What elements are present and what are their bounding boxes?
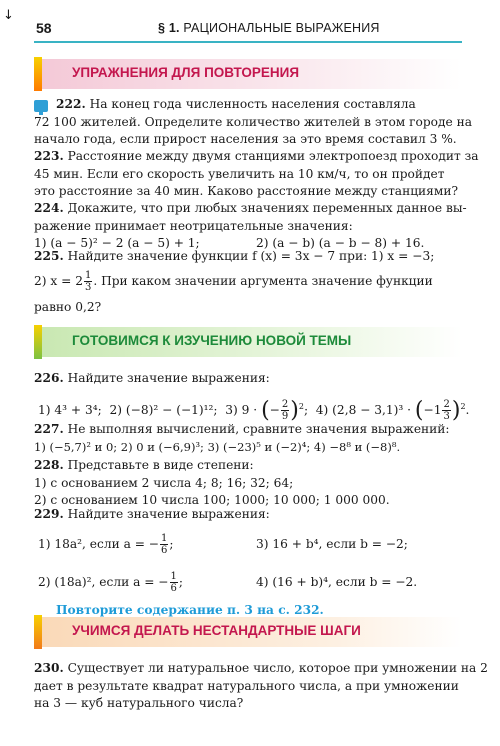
task-229 (34, 506, 462, 619)
section-prefix: § 1. (158, 21, 180, 35)
task-items-line: 1) (−5,7)² и 0; 2) 0 и (−6,9)³; 3) (−23)⁵ и (−2)⁴; 4) −8⁸ и (−8)⁸. (34, 439, 401, 454)
banner-accent-bar (34, 615, 42, 649)
section-title (158, 21, 380, 35)
review-note: Повторите содержание п. 3 на с. 232. (56, 602, 324, 617)
fraction-numerator: 1 (161, 532, 168, 544)
page-header (0, 0, 500, 50)
task-text: Не выполняя вычислений, сравните значения выражений: (67, 422, 450, 436)
task-text-line: 72 100 жителей. Определите количество жителей в этом городе на (34, 114, 472, 129)
header-rule (34, 41, 462, 43)
task-item (38, 571, 183, 594)
banner-accent-bar (34, 325, 42, 359)
task-item: 1) с основанием 2 числа 4; 8; 16; 32; 64; (34, 475, 294, 490)
corner-arrow-mark: ↓ (3, 8, 14, 23)
item-text: ; (178, 574, 184, 589)
task-number: 225. (34, 249, 64, 263)
fraction-numerator: 1 (170, 570, 177, 582)
task-number: 230. (34, 661, 64, 675)
task-225 (34, 248, 462, 316)
fraction-numerator: 1 (84, 269, 92, 281)
banner-review (34, 57, 462, 91)
fraction (170, 571, 178, 594)
task-230 (34, 660, 488, 713)
fraction (442, 399, 450, 422)
task-text-line: Найдите значение функции f (x) = 3x − 7 при: 1) x = −3; (67, 249, 435, 263)
task-223 (34, 148, 479, 201)
task-text: 2) x = 2 (34, 273, 83, 288)
fraction (84, 270, 92, 293)
task-text-line: Расстояние между двумя станциями электропоезд проходит за (67, 149, 479, 163)
expression: 4) (2,8 − 3,1)³ · (315, 402, 415, 417)
task-text: Найдите значение выражения: (67, 371, 270, 385)
task-text-line: это расстояние за 40 мин. Каково расстояние между станциями? (34, 184, 458, 198)
task-number: 229. (34, 507, 64, 521)
banner-prepare (34, 325, 462, 359)
page-number: 58 (36, 20, 52, 36)
item-text: ; (169, 536, 174, 551)
task-number: 228. (34, 458, 64, 472)
task-text-line: начало года, если прирост населения за это время составил 3 %. (34, 132, 457, 146)
task-item: 1) (a − 5)² − 2 (a − 5) + 1; (34, 236, 200, 250)
fraction (281, 399, 289, 422)
task-item (38, 533, 174, 556)
task-item: 3) 16 + b⁴, если b = −2; (256, 536, 408, 551)
task-text-line: равно 0,2? (34, 299, 102, 314)
task-227 (34, 421, 462, 456)
mixed-whole: −1 (423, 402, 442, 417)
fraction-denominator: 3 (443, 410, 450, 422)
task-item: 2) с основанием 10 числа 100; 1000; 10 000; 1 000 000. (34, 493, 390, 507)
task-number: 223. (34, 149, 64, 163)
task-number: 227. (34, 422, 64, 436)
fraction (160, 533, 168, 556)
task-228 (34, 457, 462, 510)
fraction-denominator: 3 (84, 281, 92, 293)
fraction-denominator: 6 (161, 544, 168, 556)
task-number: 226. (34, 371, 64, 385)
item-text: 1) 18a², если a = − (38, 536, 160, 551)
task-224 (34, 200, 467, 253)
banner-nonstandard (34, 615, 462, 649)
fraction-denominator: 6 (170, 582, 177, 594)
task-item: 4) (16 + b)⁴, если b = −2. (256, 574, 418, 589)
expression: 3) 9 · (225, 402, 262, 417)
fraction-numerator: 2 (281, 398, 289, 410)
expression: 2) (−8)² − (−1)¹²; (109, 402, 218, 417)
task-222 (34, 96, 472, 149)
section-name: РАЦИОНАЛЬНЫЕ ВЫРАЖЕНИЯ (183, 21, 380, 35)
task-text: Представьте в виде степени: (67, 458, 254, 472)
fraction-numerator: 2 (443, 398, 450, 410)
task-text-line: на 3 — куб натурального числа? (34, 696, 244, 710)
task-text-line: дает в результате квадрат натурального числа, а при умножении (34, 678, 459, 693)
task-number: 222. (56, 97, 86, 111)
task-text-line: Существует ли натуральное число, которое при умножении на 2 (67, 661, 488, 675)
item-text: 2) (18a)², если a = − (38, 574, 169, 589)
task-text-line: Докажите, что при любых значениях переменных данное вы- (67, 201, 467, 215)
task-text-line: На конец года численность населения составляла (89, 97, 416, 111)
task-text-line: 45 мин. Если его скорость увеличить на 10 км/ч, то он пройдет (34, 166, 445, 181)
fraction-denominator: 9 (281, 410, 289, 422)
task-number: 224. (34, 201, 64, 215)
expression: 1) 4³ + 3⁴; (38, 402, 102, 417)
banner-title: УЧИМСЯ ДЕЛАТЬ НЕСТАНДАРТНЫЕ ШАГИ (72, 623, 361, 638)
banner-accent-bar (34, 57, 42, 91)
banner-title: УПРАЖНЕНИЯ ДЛЯ ПОВТОРЕНИЯ (72, 65, 300, 80)
task-item: 2) (a − b) (a − b − 8) + 16. (256, 236, 425, 250)
banner-title: ГОТОВИМСЯ К ИЗУЧЕНИЮ НОВОЙ ТЕМЫ (72, 333, 352, 348)
task-text: . При каком значении аргумента значение функции (93, 273, 433, 288)
task-text-line: ражение принимает неотрицательные значения: (34, 218, 353, 233)
task-text: Найдите значение выражения: (67, 507, 270, 521)
task-226: 226. Найдите значение выражения: 1) 4³ + 3⁴; 2) (−8)² − (−1)¹²; 3) 9 · (− $\frac{2}{9}$ )$^2$; 4) (2,8 − 3,1)³ · (−1 $\frac{2}{3}$ )$^2$. (34, 371, 470, 423)
